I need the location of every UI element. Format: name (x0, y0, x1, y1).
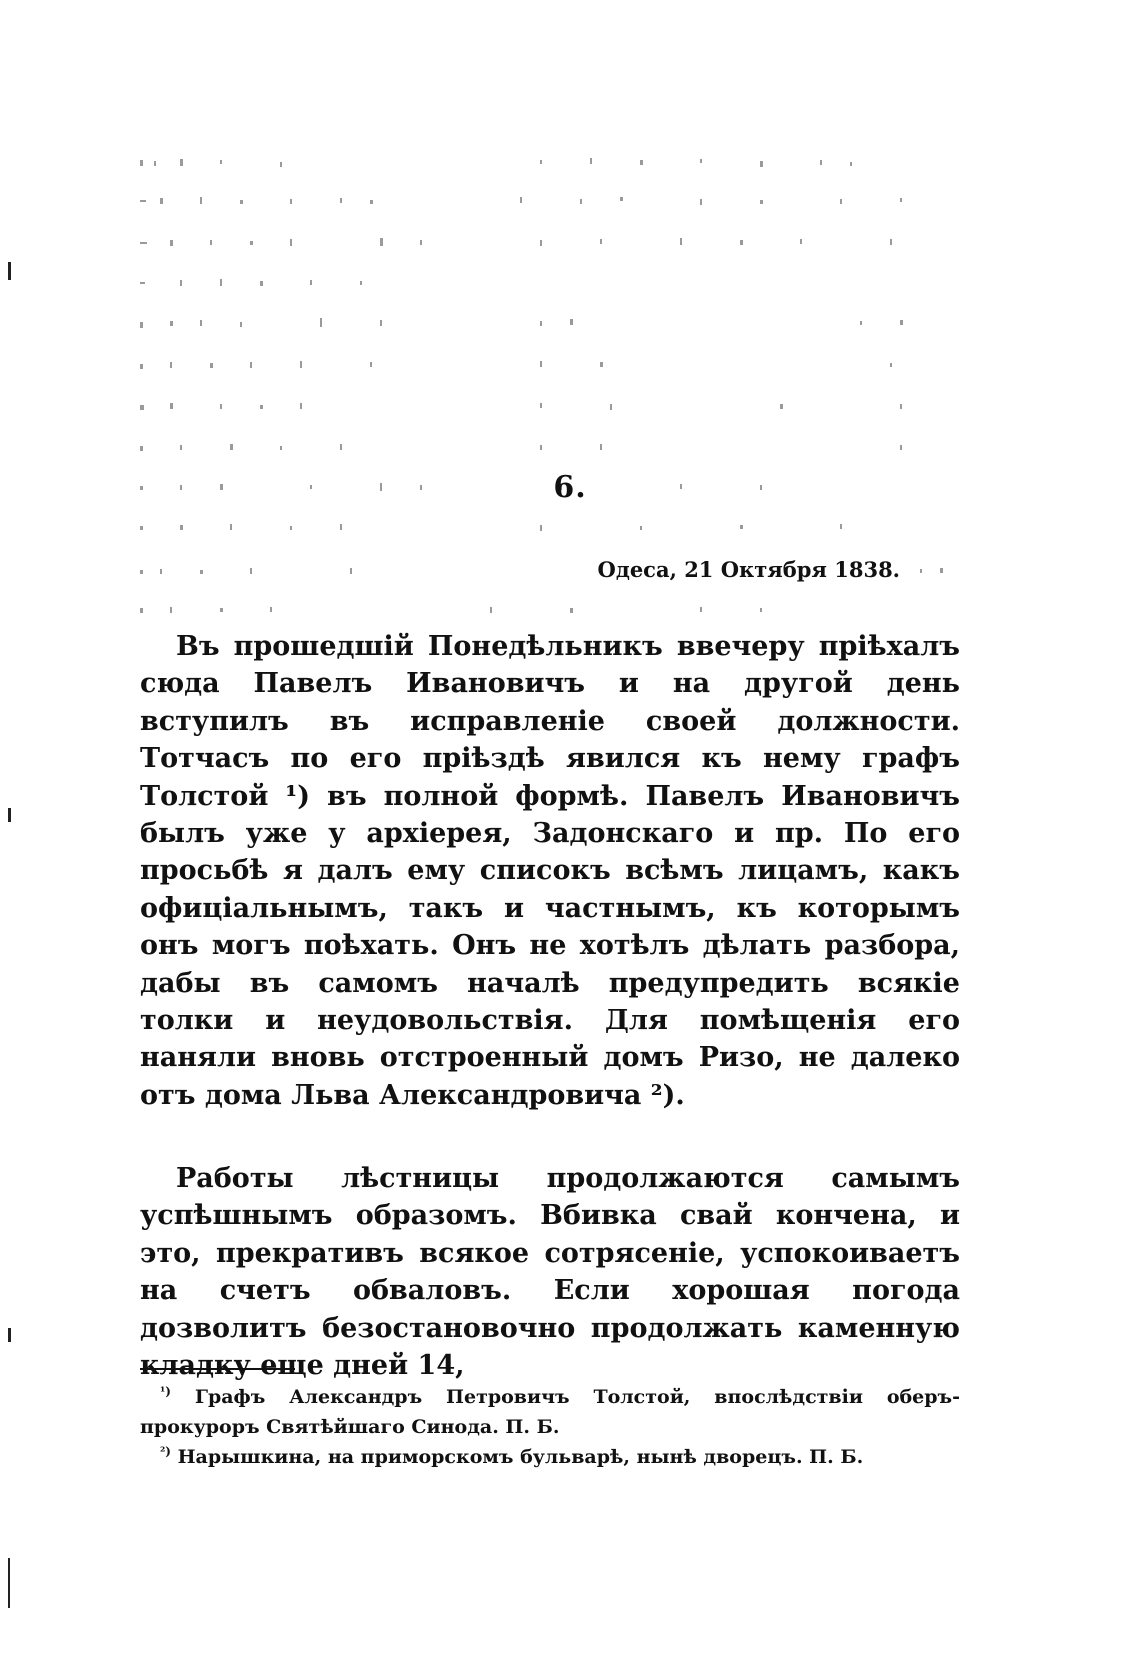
edge-mark (8, 1558, 10, 1608)
paragraph-2 (140, 1160, 960, 1384)
edge-mark (8, 1328, 11, 1342)
footnote-text: Графъ Александръ Петровичъ Толстой, впослѣдствіи оберъ-прокуроръ Святѣйшаго Синода. П. Б. (140, 1386, 960, 1438)
edge-mark (8, 262, 11, 280)
footnote-mark: ¹) (160, 1384, 171, 1399)
footnote-mark: ²) (160, 1444, 171, 1459)
footnote-2 (140, 1442, 960, 1472)
footnote-text: Нарышкина, на приморскомъ бульварѣ, нынѣ дворецъ. П. Б. (177, 1446, 864, 1468)
footnotes (140, 1382, 960, 1472)
edge-mark (8, 808, 11, 822)
letter-number: 6. (553, 470, 587, 505)
dateline: Одеса, 21 Октября 1838. (597, 557, 900, 582)
paragraph-text: Въ прошедшій Понедѣльникъ ввечеру пріѣхалъ сюда Павелъ Ивановичъ и на другой день вступилъ въ исправленіе своей должности. Тотчасъ по его пріѣздѣ явился къ нему графъ Толстой ¹) въ полной формѣ. Павелъ Ивановичъ былъ уже у архіерея, Задонскаго и пр. По его просьбѣ я далъ ему списокъ всѣмъ лицамъ, какъ офиціальнымъ, такъ и частнымъ, къ которымъ онъ могъ поѣхать. Онъ не хотѣлъ дѣлать разбора, дабы въ самомъ началѣ предупредить всякіе толки и неудовольствія. Для помѣщенія его наняли вновь отстроенный домъ Ризо, не далеко отъ дома Льва Александровича ²). (140, 631, 960, 1111)
footnote-1 (140, 1382, 960, 1442)
paragraph-text: Работы лѣстницы продолжаются самымъ успѣшнымъ образомъ. Вбивка свай кончена, и это, прекративъ всякое сотрясеніе, успокоиваетъ на счетъ обваловъ. Если хорошая погода дозволитъ безостановочно продолжать каменную кладку еще дней 14, (140, 1163, 960, 1382)
footnote-divider (140, 1368, 295, 1370)
paragraph-1 (140, 628, 960, 1114)
